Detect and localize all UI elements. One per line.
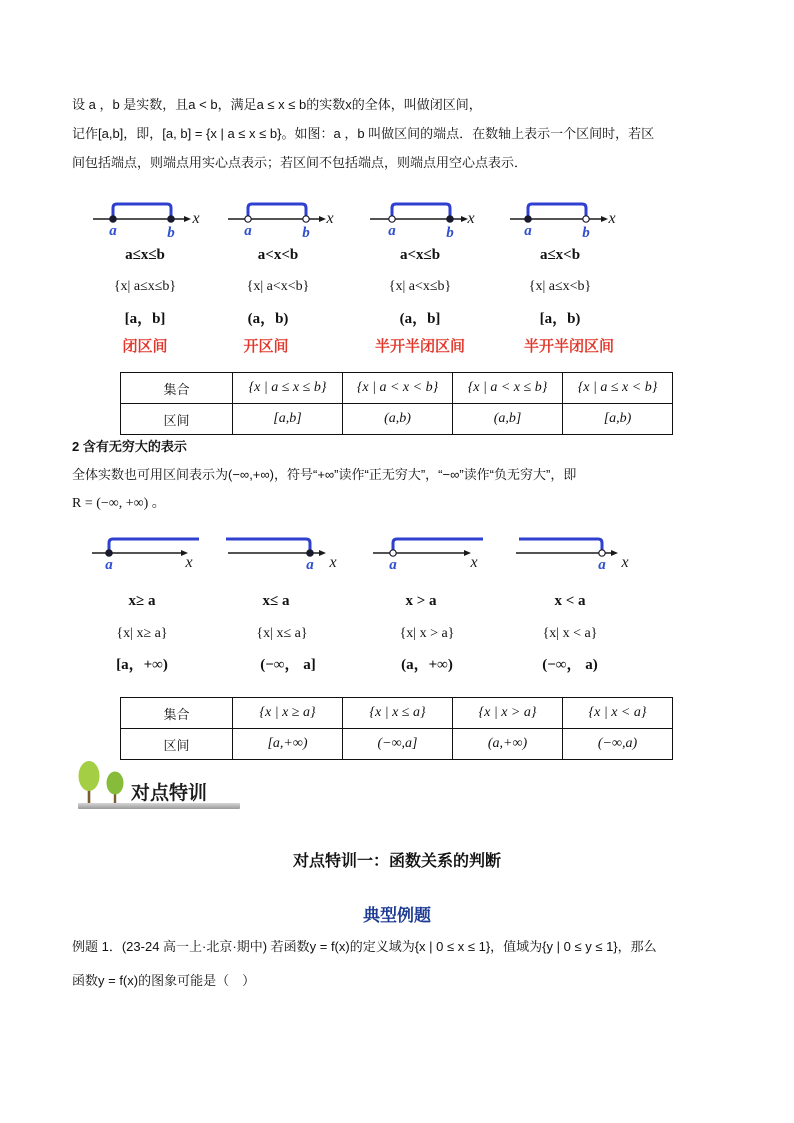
interval-name: 开区间 — [243, 338, 289, 355]
table-cell: {x | a < x < b} — [343, 373, 453, 404]
axis-label: x — [470, 554, 478, 571]
table-row — [121, 698, 673, 729]
ray-segment — [519, 539, 602, 553]
table-cell: (−∞,a] — [343, 729, 453, 760]
ray-segment — [226, 539, 310, 553]
table-cell: {x | x < a} — [563, 698, 673, 729]
inequality: x≥ a — [128, 593, 156, 609]
right-endpoint-label: b — [167, 225, 175, 241]
axis-arrow — [601, 216, 608, 222]
half-open-interval-diagram — [490, 191, 630, 366]
number-line — [72, 530, 212, 575]
table-cell: [a,+∞) — [233, 729, 343, 760]
infinite-interval-table — [120, 697, 673, 760]
badge-label: 对点特训 — [131, 783, 208, 804]
interval-notation: [a，b] — [124, 311, 166, 327]
inequality: x≤ a — [262, 593, 290, 609]
right-endpoint-dot — [303, 216, 309, 222]
axis-label: x — [621, 554, 629, 571]
interval-notation: (a，b] — [399, 311, 441, 327]
intro-line-2: 记作[a,b]，即，[a, b] = {x | a ≤ x ≤ b}。如图：a ，b 叫做区间的端点．在数轴上表示一个区间时，若区 — [72, 126, 655, 141]
tree-icon — [79, 761, 100, 804]
intro-line-3: 间包括端点，则端点用实心点表示；若区间不包括端点，则端点用空心点表示． — [72, 155, 528, 170]
table-cell: {x | a ≤ x ≤ b} — [233, 373, 343, 404]
intro-line-1: 设 a ，b 是实数，且a < b，满足a ≤ x ≤ b的实数x的全体，叫做闭区间， — [72, 97, 482, 112]
left-endpoint-label: a — [388, 223, 396, 239]
inequality: a<x≤b — [399, 247, 441, 263]
left-endpoint-dot — [389, 216, 395, 222]
set-notation: {x| a<x<b} — [246, 279, 310, 294]
interval-notation: (a，+∞) — [401, 657, 453, 673]
ray-diagram-x-ge-a — [72, 530, 212, 705]
ray-segment — [109, 539, 199, 553]
inequality: x < a — [554, 593, 586, 609]
axis-label: x — [608, 210, 616, 227]
axis-label: x — [326, 210, 334, 227]
ray-segment — [393, 539, 483, 553]
section-title: 对点特训一：函数关系的判断 — [292, 853, 501, 870]
axis-arrow — [611, 550, 618, 556]
table-cell: 区间 — [121, 404, 233, 435]
interval-segment — [248, 204, 306, 219]
right-endpoint-label: b — [446, 225, 454, 241]
set-notation: {x| a≤x≤b} — [113, 279, 177, 294]
example-line-2: 函数y = f(x)的图象可能是（ ） — [72, 973, 256, 988]
finite-interval-table — [120, 372, 673, 435]
interval-notation: (a，b) — [247, 311, 289, 327]
axis-label: x — [185, 554, 193, 571]
interval-segment — [528, 204, 586, 219]
number-line — [75, 191, 215, 239]
closed-interval-diagram — [75, 191, 215, 366]
table-cell: (a,b] — [453, 404, 563, 435]
left-endpoint-label: a — [109, 223, 117, 239]
right-endpoint-dot — [168, 216, 174, 222]
endpoint-label: a — [598, 557, 606, 573]
endpoint-dot — [106, 550, 112, 556]
set-notation: {x| a≤x<b} — [528, 279, 592, 294]
table-cell: 区间 — [121, 729, 233, 760]
inequality: a≤x≤b — [125, 247, 165, 263]
subsection-title: 典型例题 — [363, 906, 431, 925]
table-cell: (a,b) — [343, 404, 453, 435]
interval-notation: [a，b) — [539, 311, 581, 327]
interval-notation: [a，+∞) — [116, 657, 168, 673]
interval-notation: (−∞， a) — [542, 657, 598, 673]
table-cell: 集合 — [121, 373, 233, 404]
axis-arrow — [184, 216, 191, 222]
infinity-heading: 2 含有无穷大的表示 — [72, 439, 187, 454]
interval-segment — [392, 204, 450, 219]
left-endpoint-dot — [245, 216, 251, 222]
infinity-line-2: R = (−∞, +∞) 。 — [72, 496, 166, 511]
set-notation: {x| x≥ a} — [116, 626, 168, 641]
set-notation: {x| a<x≤b} — [388, 279, 452, 294]
example-line-1: 例题 1．(23-24 高一上·北京·期中) 若函数y = f(x)的定义域为{x | 0 ≤ x ≤ 1}，值域为{y | 0 ≤ y ≤ 1}，那么 — [72, 939, 657, 954]
number-line — [357, 530, 497, 575]
infinity-line-1: 全体实数也可用区间表示为(−∞,+∞)，符号“+∞”读作“正无穷大”，“−∞”读作“负无穷大”，即 — [72, 467, 577, 482]
interval-segment — [113, 204, 171, 219]
table-cell: {x | x ≥ a} — [233, 698, 343, 729]
set-notation: {x| x > a} — [399, 626, 455, 641]
half-open-interval-diagram — [350, 191, 490, 366]
axis-arrow — [319, 550, 326, 556]
number-line — [208, 191, 348, 239]
tree-icon — [107, 772, 124, 805]
table-cell: {x | x ≤ a} — [343, 698, 453, 729]
axis-arrow — [319, 216, 326, 222]
inequality: a<x<b — [257, 247, 299, 263]
endpoint-label: a — [306, 557, 314, 573]
table-cell: {x | a < x ≤ b} — [453, 373, 563, 404]
left-endpoint-dot — [110, 216, 116, 222]
ray-diagram-x-le-a — [212, 530, 352, 705]
right-endpoint-label: b — [582, 225, 590, 241]
table-cell: [a,b] — [233, 404, 343, 435]
right-endpoint-dot — [583, 216, 589, 222]
interval-name: 半开半闭区间 — [523, 338, 614, 355]
table-cell: (−∞,a) — [563, 729, 673, 760]
axis-label: x — [192, 210, 200, 227]
inequality: a≤x<b — [539, 247, 581, 263]
ray-diagram-x-gt-a — [357, 530, 497, 705]
axis-label: x — [329, 554, 337, 571]
interval-name: 闭区间 — [122, 338, 168, 355]
endpoint-dot — [390, 550, 396, 556]
ray-diagram-x-lt-a — [500, 530, 640, 705]
table-row — [121, 373, 673, 404]
inequality: x > a — [405, 593, 437, 609]
table-row — [121, 729, 673, 760]
set-notation: {x| x≤ a} — [256, 626, 308, 641]
number-line — [490, 191, 630, 239]
number-line — [212, 530, 352, 575]
table-cell: (a,+∞) — [453, 729, 563, 760]
endpoint-dot — [599, 550, 605, 556]
table-cell: [a,b) — [563, 404, 673, 435]
table-cell: {x | x > a} — [453, 698, 563, 729]
interval-name: 半开半闭区间 — [374, 338, 465, 355]
number-line — [500, 530, 640, 575]
endpoint-label: a — [105, 557, 113, 573]
axis-label: x — [467, 210, 475, 227]
tree-crown — [79, 761, 100, 791]
tree-crown — [107, 772, 124, 795]
right-endpoint-label: b — [302, 225, 310, 241]
table-cell: {x | a ≤ x < b} — [563, 373, 673, 404]
endpoint-dot — [307, 550, 313, 556]
table-row — [121, 404, 673, 435]
right-endpoint-dot — [447, 216, 453, 222]
set-notation: {x| x < a} — [542, 626, 598, 641]
left-endpoint-label: a — [244, 223, 252, 239]
number-line — [350, 191, 490, 239]
left-endpoint-dot — [525, 216, 531, 222]
endpoint-label: a — [389, 557, 397, 573]
table-cell: 集合 — [121, 698, 233, 729]
open-interval-diagram — [208, 191, 348, 366]
left-endpoint-label: a — [524, 223, 532, 239]
interval-notation: (−∞， a] — [260, 657, 316, 673]
